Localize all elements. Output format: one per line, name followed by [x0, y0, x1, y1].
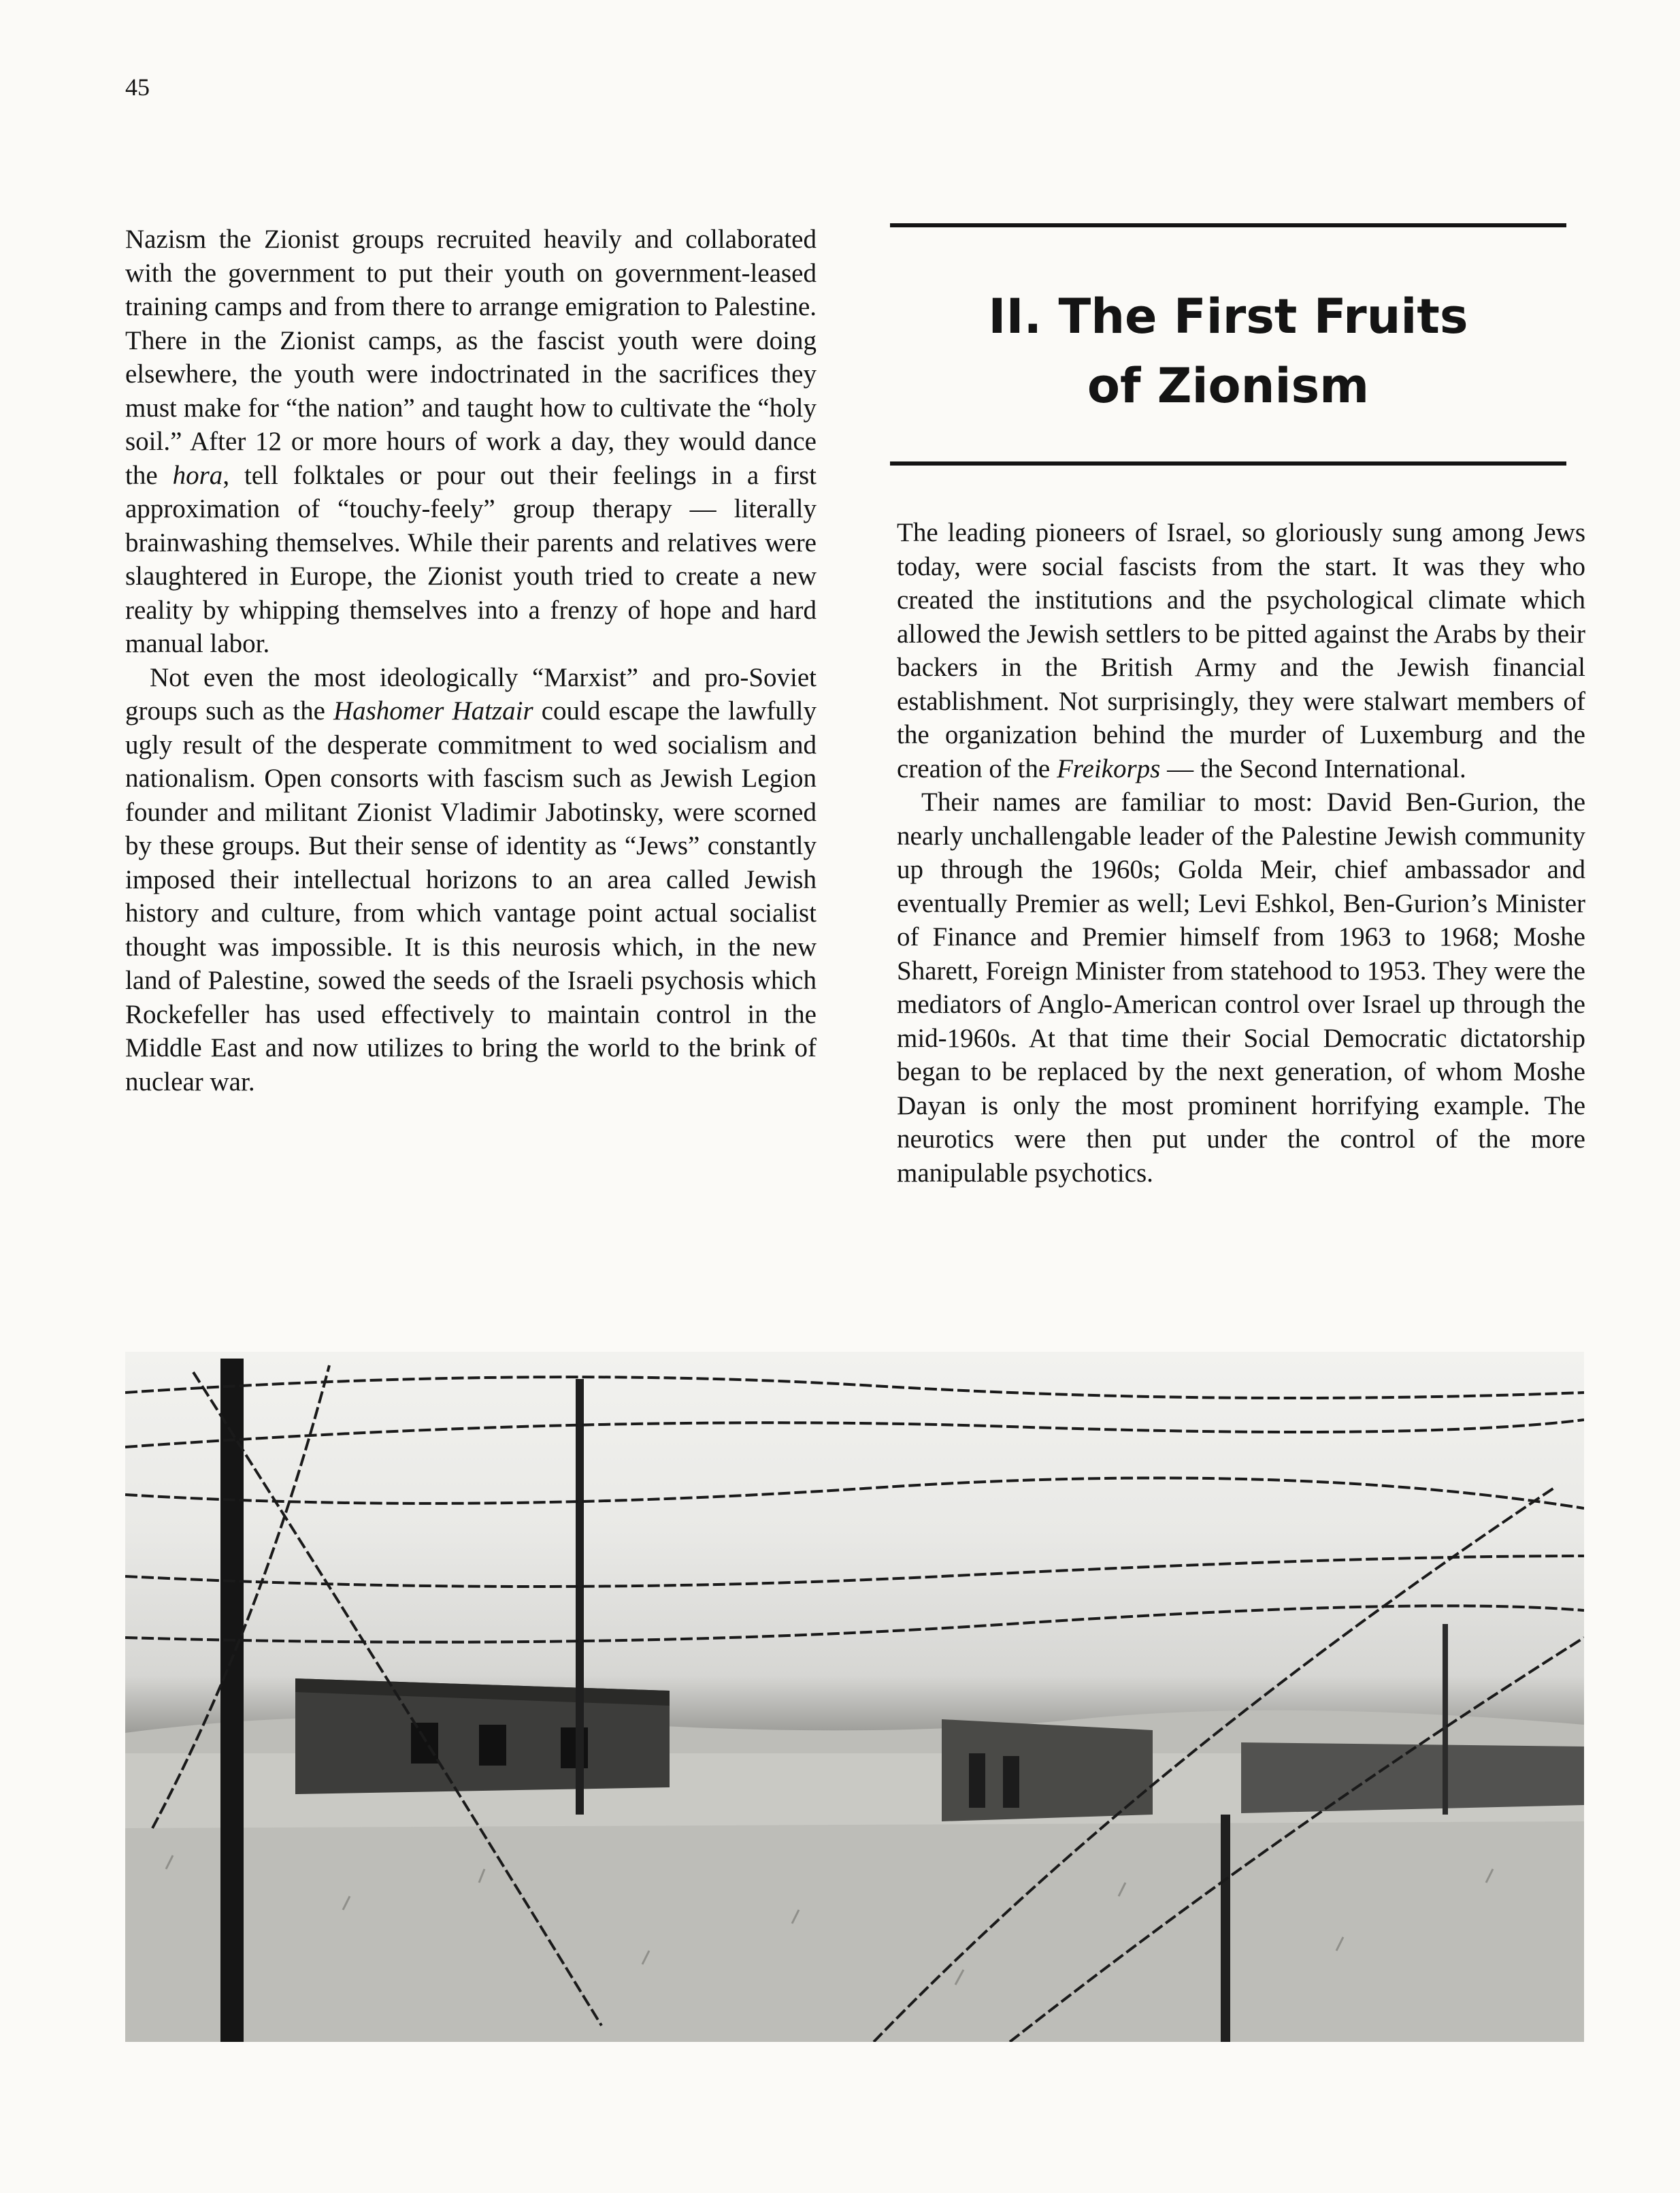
left-p1-text-a: Nazism the Zionist groups recruited heavily and collaborated with the government to put their youth on government-leased training camps and from there to arrange emigration to Palestine. There in the Zionist camps, as the fascist youth were doing elsewhere, the youth were indoctrinated in the sacrifices they must make for “the nation” and taught how to cultivate the “holy soil.” After 12 or more hours of work a day, they would dance the	[125, 225, 817, 490]
photo-building-right	[1241, 1742, 1584, 1813]
left-column	[125, 223, 817, 1099]
page-number: 45	[125, 74, 150, 101]
photo-fence-post-front	[1221, 1815, 1230, 2042]
left-p2-emphasis: Hashomer Hatzair	[333, 696, 533, 726]
photo-building-left-window-1	[411, 1723, 438, 1764]
right-paragraph-1	[897, 516, 1585, 785]
heading-rule-bottom	[890, 461, 1566, 466]
heading-rule-top	[890, 223, 1566, 227]
left-p2-text-b: could escape the lawfully ugly result of the desperate commitment to wed socialism and nationalism. Open consorts with fascism such as Jewish Legion founder and militant Zionist Vladimir Jabotinsky, were scorned by these groups. But their sense of identity as “Jews” constantly imposed their intellectual horizons to an area called Jewish history and culture, from which vantage point actual socialist thought was impossible. It is this neurosis which, in the new land of Palestine, sowed the seeds of the Israeli psychosis which Rockefeller has used effectively to maintain control in the Middle East and now utilizes to bring the world to the brink of nuclear war.	[125, 696, 817, 1096]
photo-figure-2	[1003, 1756, 1019, 1808]
right-p1-text-b: — the Second International.	[1167, 753, 1466, 783]
left-p1-text-b: , tell folktales or pour out their feelings in a first approximation of “touchy-feely” group therapy — literally brainwashing themselves. While their parents and relatives were slaughtered in Europe, the Zionist youth tried to create a new reality by whipping themselves into a frenzy of hope and hard manual labor.	[125, 460, 817, 658]
left-p1-emphasis: hora	[172, 460, 223, 490]
left-paragraph-1	[125, 223, 817, 661]
photo-drawing	[125, 1352, 1584, 2042]
barbed-wire-camp-photo	[125, 1352, 1584, 2042]
section-heading	[890, 282, 1566, 421]
right-paragraph-2: Their names are familiar to most: David Ben-Gurion, the nearly unchallengable leader of the Palestine Jewish community up through the 1960s; Golda Meir, chief ambassador and eventually Premier as well; Levi Eshkol, Ben-Gurion’s Minister of Finance and Premier himself from 1963 to 1968; Moshe Sharett, Foreign Minister from statehood to 1953. They were the mediators of Anglo-American control over Israel up through the mid-1960s. At that time their Social Democratic dictatorship began to be replaced by the next generation, of whom Moshe Dayan is only the most prominent horrifying example. The neurotics were then put under the control of the more manipulable psychotics.	[897, 787, 1585, 1188]
right-p1-text-a: The leading pioneers of Israel, so gloriously sung among Jews today, were social fascists from the start. It was they who created the institutions and the psychological climate which allowed the Jewish settlers to be pitted against the Arabs by their backers in the British Army and the Jewish financial establishment. Not surprisingly, they were stalwart members of the organization behind the murder of Luxemburg and the creation of the	[897, 518, 1585, 783]
left-p2-text-a: Not even the most ideologically “Marxist” and pro-Soviet groups such as the	[125, 662, 817, 726]
photo-fence-post-middle	[576, 1379, 584, 1815]
photo-fence-post-right	[1443, 1624, 1448, 1815]
photo-building-left-window-2	[479, 1725, 506, 1766]
heading-line-2: of Zionism	[1087, 358, 1370, 414]
right-column	[897, 516, 1585, 1190]
photo-figure-1	[969, 1753, 985, 1808]
photo-fence-post-left	[220, 1359, 244, 2042]
heading-line-1: II. The First Fruits	[988, 289, 1468, 344]
photo-field-shade	[125, 1821, 1584, 2042]
right-p1-emphasis: Freikorps	[1056, 753, 1161, 783]
left-paragraph-2	[125, 661, 817, 1099]
